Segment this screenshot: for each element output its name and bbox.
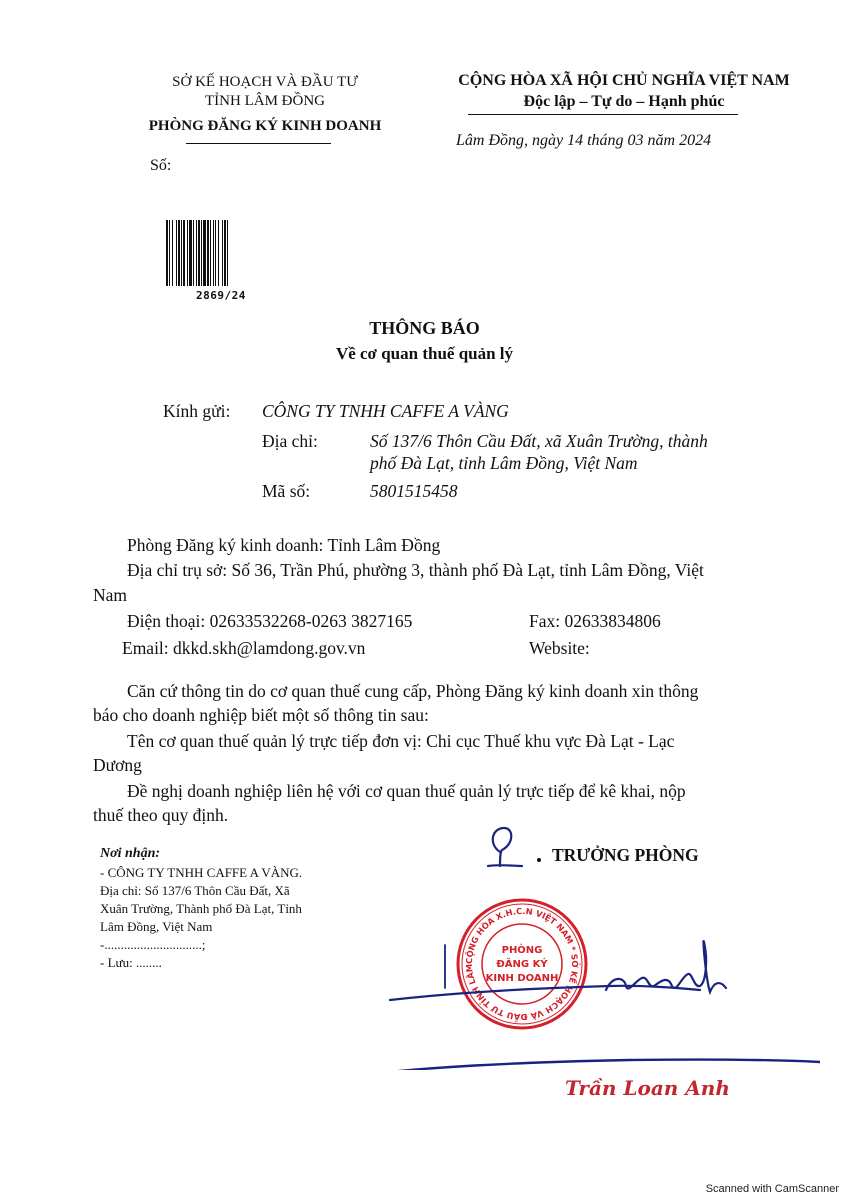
paragraph-3-line2: thuế theo quy định. — [93, 805, 229, 825]
barcode-bar — [196, 220, 197, 286]
barcode-bar — [224, 220, 226, 286]
document-title: THÔNG BÁO — [369, 318, 480, 338]
recipients-line: - Lưu: ........ — [100, 955, 162, 970]
signer-name: Trần Loan Anh — [565, 1076, 730, 1100]
barcode-bar — [218, 220, 219, 286]
recipients-list-label: Nơi nhận: — [100, 846, 161, 861]
recipient-company: CÔNG TY TNHH CAFFE A VÀNG — [262, 401, 509, 421]
recipients-line: -..............................; — [100, 937, 206, 952]
document-number-label: Số: — [150, 157, 172, 174]
barcode-bar — [222, 220, 223, 286]
kinh-gui-label: Kính gửi: — [163, 401, 231, 421]
office-fax: Fax: 02633834806 — [529, 611, 661, 631]
barcode-bar — [172, 220, 173, 286]
issuer-underline — [186, 143, 331, 144]
handwritten-signature — [380, 940, 820, 1070]
barcode-bar — [189, 220, 192, 286]
barcode-graphic — [165, 220, 271, 286]
barcode-bar — [215, 220, 216, 286]
barcode-number: 2869/24 — [196, 289, 246, 302]
office-website-label: Website: — [529, 638, 590, 658]
stamp-center-line3: KINH DOANH — [485, 973, 559, 984]
recipients-line: Xuân Trường, Thành phố Đà Lạt, Tỉnh — [100, 901, 302, 916]
signer-title: TRƯỞNG PHÒNG — [552, 845, 699, 865]
office-address-line2: Nam — [93, 585, 128, 605]
scanner-watermark: Scanned with CamScanner — [705, 1183, 839, 1195]
barcode-bar — [178, 220, 180, 286]
recipient-address-line2: phố Đà Lạt, tỉnh Lâm Đồng, Việt Nam — [370, 453, 638, 473]
barcode-bar — [181, 220, 182, 286]
stamp-center-line2: ĐĂNG KÝ — [496, 959, 548, 970]
issue-date: Lâm Đồng, ngày 14 tháng 03 năm 2024 — [456, 132, 712, 149]
bullet-dot — [537, 858, 541, 862]
initial-mark — [478, 822, 536, 870]
national-motto-block — [414, 70, 834, 112]
motto-underline — [468, 114, 738, 115]
barcode-bar — [201, 220, 202, 286]
recipients-line: Địa chỉ: Số 137/6 Thôn Cầu Đất, Xã — [100, 883, 290, 898]
recipient-address-line1: Số 137/6 Thôn Cầu Đất, xã Xuân Trường, thành — [370, 431, 708, 451]
national-motto: Độc lập – Tự do – Hạnh phúc — [523, 93, 725, 110]
issuer-province: TỈNH LÂM ĐỒNG — [205, 93, 325, 109]
barcode-bar — [198, 220, 200, 286]
barcode-bar — [187, 220, 188, 286]
tax-code: 5801515458 — [370, 481, 458, 501]
barcode-bar — [169, 220, 170, 286]
ma-so-label: Mã số: — [262, 481, 311, 501]
paragraph-2-line1: Tên cơ quan thuế quản lý trực tiếp đơn vị: Chi cục Thuế khu vực Đà Lạt - Lạc — [127, 731, 675, 751]
issuer-office: PHÒNG ĐĂNG KÝ KINH DOANH — [148, 118, 382, 134]
barcode-bar — [227, 220, 228, 286]
stamp-center-line1: PHÒNG — [501, 945, 543, 956]
document-subtitle: Về cơ quan thuế quản lý — [335, 344, 514, 363]
paragraph-1-line1: Căn cứ thông tin do cơ quan thuế cung cấp, Phòng Đăng ký kinh doanh xin thông — [127, 681, 699, 701]
barcode-bar — [166, 220, 168, 286]
barcode-bar — [193, 220, 194, 286]
paragraph-1-line2: báo cho doanh nghiệp biết một số thông tin sau: — [93, 705, 429, 725]
recipients-list — [100, 864, 302, 972]
stamp-ring-text: CỘNG HÒA X.H.C.N VIỆT NAM * SỞ KẾ HOẠCH VÀ ĐẦU TƯ TỈNH LÂM — [463, 905, 581, 1023]
office-email: Email: dkkd.skh@lamdong.gov.vn — [122, 638, 366, 658]
recipient-address-label: Địa chỉ: — [262, 431, 318, 451]
recipients-line: Lâm Đồng, Việt Nam — [100, 919, 213, 934]
office-name: Phòng Đăng ký kinh doanh: Tỉnh Lâm Đồng — [127, 535, 441, 555]
office-address-line1: Địa chỉ trụ sở: Số 36, Trần Phú, phường 3, thành phố Đà Lạt, tỉnh Lâm Đồng, Việt — [127, 560, 704, 580]
barcode-bar — [183, 220, 185, 286]
recipients-line: - CÔNG TY TNHH CAFFE A VÀNG. — [100, 865, 303, 880]
barcode-bar — [210, 220, 211, 286]
barcode-bar — [207, 220, 209, 286]
barcode-bar — [213, 220, 214, 286]
issuer-ministry: SỞ KẾ HOẠCH VÀ ĐẦU TƯ — [172, 74, 358, 90]
barcode-bar — [176, 220, 177, 286]
office-phone: Điện thoại: 02633532268-0263 3827165 — [127, 611, 413, 631]
paragraph-3-line1: Đề nghị doanh nghiệp liên hệ với cơ quan thuế quản lý trực tiếp để kê khai, nộp — [127, 781, 686, 801]
barcode-bar — [203, 220, 206, 286]
national-name: CỘNG HÒA XÃ HỘI CHỦ NGHĨA VIỆT NAM — [458, 72, 790, 89]
paragraph-2-line2: Dương — [93, 755, 142, 775]
issuer-block — [120, 73, 410, 136]
